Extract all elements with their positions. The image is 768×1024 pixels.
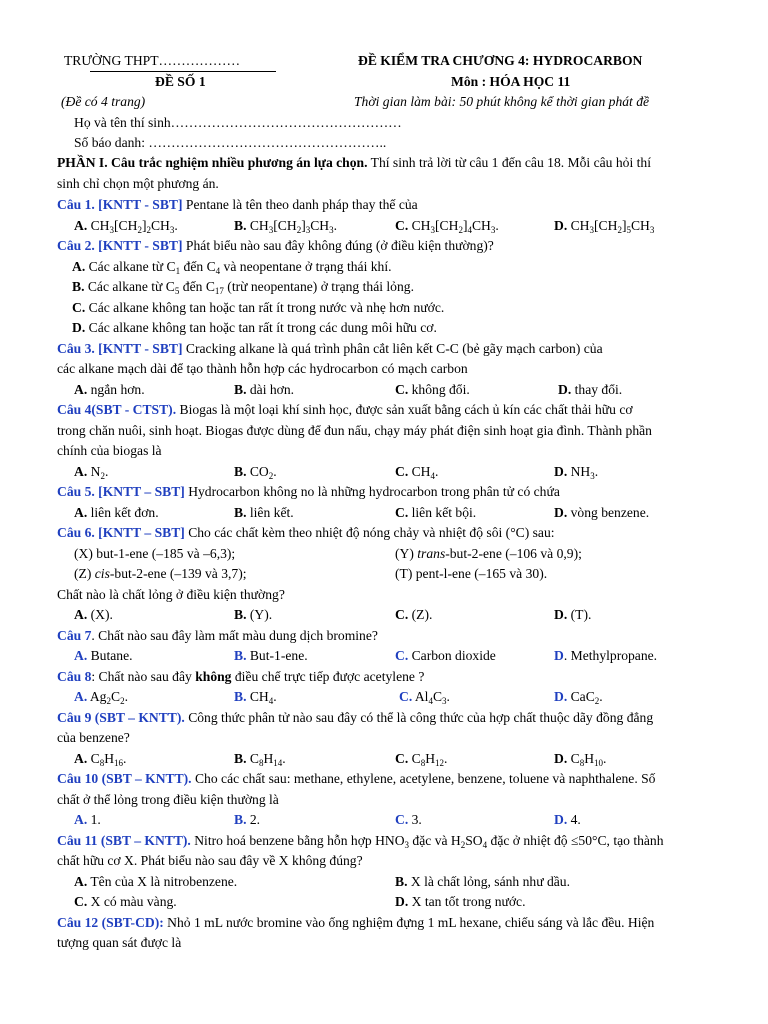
q8-option-c: C. $Al_4C_3$. bbox=[399, 689, 450, 706]
q3-option-c: C. không đổi. bbox=[395, 382, 470, 397]
question-8: Câu 8: Chất nào sau đây không điều chế trực tiếp được acetylene ? bbox=[57, 669, 425, 684]
q12-text: Nhỏ 1 mL nước bromine vào ống nghiệm đựng 1 mL hexane, chiếu sáng và lắc đều. Hiện bbox=[163, 915, 655, 930]
q1-label: Câu 1. [KNTT - SBT] bbox=[57, 197, 183, 212]
school-underline bbox=[90, 71, 276, 72]
q6-option-a: A. (X). bbox=[74, 607, 113, 622]
part1-instruction-2: sinh chỉ chọn một phương án. bbox=[57, 176, 219, 191]
q7-text: . Chất nào sau đây làm mất màu dung dịch bromine? bbox=[91, 628, 378, 643]
q2-option-c: C. Các alkane không tan hoặc tan rất ít trong nước và nhẹ hơn nước. bbox=[72, 300, 445, 315]
q1-text: Pentane là tên theo danh pháp thay thế của bbox=[182, 197, 418, 212]
q1-option-b: B. $CH_3[CH_2]_3CH_3$. bbox=[234, 218, 338, 235]
q10-text-2: chất ở thể lỏng trong điều kiện thường là bbox=[57, 792, 279, 807]
question-6 bbox=[57, 525, 555, 541]
question-4 bbox=[57, 402, 633, 418]
q5-option-a: A. liên kết đơn. bbox=[74, 505, 159, 520]
q8-option-b: B. $CH_4$. bbox=[234, 689, 277, 706]
q6-label: Câu 6. [KNTT – SBT] bbox=[57, 525, 185, 540]
q10-option-c: C. 3. bbox=[395, 812, 422, 827]
q8-option-d: D. CaC$_2$. bbox=[554, 689, 603, 706]
q4-label: Câu 4(SBT - CTST). bbox=[57, 402, 177, 417]
subject: Môn : HÓA HỌC 11 bbox=[451, 74, 571, 89]
question-12 bbox=[57, 915, 654, 931]
q9-option-c: C. $C_8H_{12}$. bbox=[395, 751, 448, 768]
q6-option-c: C. (Z). bbox=[395, 607, 433, 622]
question-5 bbox=[57, 484, 560, 500]
question-2 bbox=[57, 238, 494, 254]
q5-option-b: B. liên kết. bbox=[234, 505, 294, 520]
q7-option-c: C. Carbon dioxide bbox=[395, 648, 496, 663]
q3-option-d: D. thay đổi. bbox=[558, 382, 623, 397]
q3-label: Câu 3. [KNTT - SBT] bbox=[57, 341, 183, 356]
q4-text-2: trong chăn nuôi, sinh hoạt. Biogas được dùng để đun nấu, chạy máy phát điện sinh hoạt gia đình. Thành phần bbox=[57, 423, 652, 438]
part1-heading bbox=[57, 155, 651, 171]
q6-item-y: (Y) trans-but-2-ene (–106 và 0,9); bbox=[395, 546, 582, 561]
q9-label: Câu 9 (SBT – KNTT). bbox=[57, 710, 185, 725]
q6-text: Cho các chất kèm theo nhiệt độ nóng chảy và nhiệt độ sôi (°C) sau: bbox=[184, 525, 555, 540]
q6-item-z: (Z) cis-but-2-ene (–139 và 3,7); bbox=[74, 566, 247, 581]
q8-option-a: A. $Ag_2C_2$. bbox=[74, 689, 128, 706]
q1-option-a: A. $CH_3[CH_2]_2CH_3$. bbox=[74, 218, 178, 235]
q2-label: Câu 2. [KNTT - SBT] bbox=[57, 238, 183, 253]
q8-label: Câu 8 bbox=[57, 669, 92, 684]
q4-option-a: A. $N_2$. bbox=[74, 464, 109, 481]
candidate-name-line: Họ và tên thí sinh…………………………………………… bbox=[74, 115, 402, 130]
question-7 bbox=[57, 628, 378, 644]
question-10 bbox=[57, 771, 655, 787]
q4-option-d: D. $NH_3$. bbox=[554, 464, 599, 481]
q6-option-b: B. (Y). bbox=[234, 607, 273, 622]
part1-label: PHẦN I. Câu trắc nghiệm nhiều phương án lựa chọn. bbox=[57, 155, 368, 170]
q2-option-d: D. Các alkane không tan hoặc tan rất ít trong các dung môi hữu cơ. bbox=[72, 320, 437, 335]
q12-text-2: tượng quan sát được là bbox=[57, 935, 182, 950]
q9-text-2: của benzene? bbox=[57, 730, 130, 745]
question-1 bbox=[57, 197, 418, 213]
q2-option-a: A. Các alkane từ $C_1$ đến $C_4$ và neopentane ở trạng thái khí. bbox=[72, 259, 392, 276]
q5-text: Hydrocarbon không no là những hydrocarbon trong phân tử có chứa bbox=[184, 484, 560, 499]
q5-option-c: C. liên kết bội. bbox=[395, 505, 477, 520]
time-note: Thời gian làm bài: 50 phút không kể thời gian phát đề bbox=[354, 94, 650, 109]
q11-option-c: C. X có màu vàng. bbox=[74, 894, 177, 909]
q6-option-d: D. (T). bbox=[554, 607, 592, 622]
q1-option-d: D. $CH_3[CH_2]_5CH_3$ bbox=[554, 218, 655, 235]
q10-option-a: A. 1. bbox=[74, 812, 101, 827]
q7-option-d: D. Methylpropane. bbox=[554, 648, 658, 663]
candidate-id-line: Số báo danh: …………………………………………….. bbox=[74, 135, 387, 150]
q7-option-b: B. But-1-ene. bbox=[234, 648, 308, 663]
q2-option-b: B. Các alkane từ $C_5$ đến $C_{17}$ (trừ neopentane) ở trạng thái lỏng. bbox=[72, 279, 414, 296]
q10-option-d: D. 4. bbox=[554, 812, 581, 827]
q11-label: Câu 11 (SBT – KNTT). bbox=[57, 833, 191, 848]
q5-label: Câu 5. [KNTT – SBT] bbox=[57, 484, 185, 499]
q6-item-t: (T) pent-l-ene (–165 và 30). bbox=[395, 566, 548, 581]
q4-option-c: C. $CH_4$. bbox=[395, 464, 439, 481]
q3-option-b: B. dài hơn. bbox=[234, 382, 295, 397]
q4-option-b: B. $CO_2$. bbox=[234, 464, 277, 481]
question-3 bbox=[57, 341, 603, 357]
q1-option-c: C. $CH_3[CH_2]_4CH_3$. bbox=[395, 218, 499, 235]
q3-text: Cracking alkane là quá trình phân cắt liên kết C-C (bẻ gãy mạch carbon) của bbox=[182, 341, 603, 356]
part1-instruction: Thí sinh trả lời từ câu 1 đến câu 18. Mỗi câu hỏi thí bbox=[367, 155, 651, 170]
q3-option-a: A. ngắn hơn. bbox=[74, 382, 145, 397]
q6-question: Chất nào là chất lỏng ở điều kiện thường? bbox=[57, 587, 285, 602]
q4-text: Biogas là một loại khí sinh học, được sản xuất bằng cách ủ kín các chất thải hữu cơ bbox=[176, 402, 633, 417]
q2-text: Phát biểu nào sau đây không đúng (ở điều kiện thường)? bbox=[182, 238, 494, 253]
q10-text: Cho các chất sau: methane, ethylene, acetylene, benzene, toluene và naphthalene. Số bbox=[191, 771, 656, 786]
q10-label: Câu 10 (SBT – KNTT). bbox=[57, 771, 192, 786]
q9-text: Công thức phân tử nào sau đây có thể là công thức của hợp chất thuộc dãy đồng đẳng bbox=[184, 710, 654, 725]
q7-option-a: A. Butane. bbox=[74, 648, 133, 663]
q12-label: Câu 12 (SBT-CD): bbox=[57, 915, 164, 930]
question-9 bbox=[57, 710, 653, 726]
q4-text-3: chính của biogas là bbox=[57, 443, 162, 458]
q3-text-2: các alkane mạch dài để tạo thành hỗn hợp các hydrocarbon có mạch carbon bbox=[57, 361, 468, 376]
q5-option-d: D. vòng benzene. bbox=[554, 505, 650, 520]
q7-label: Câu 7 bbox=[57, 628, 92, 643]
question-11: Câu 11 (SBT – KNTT). Nitro hoá benzene bằng hỗn hợp $HNO_3$ đặc và $H_2SO_4$ đặc ở nhiệt độ ≤50°C, tạo thành bbox=[57, 833, 664, 850]
school-name: TRƯỜNG THPT……………… bbox=[64, 53, 241, 68]
q10-option-b: B. 2. bbox=[234, 812, 261, 827]
q9-option-b: B. $C_8H_{14}$. bbox=[234, 751, 286, 768]
exam-title: ĐỀ KIỂM TRA CHƯƠNG 4: HYDROCARBON bbox=[358, 53, 643, 68]
q11-option-d: D. X tan tốt trong nước. bbox=[395, 894, 526, 909]
q11-text-2: chất hữu cơ X. Phát biểu nào sau đây về X không đúng? bbox=[57, 853, 363, 868]
q11-option-a: A. Tên của X là nitrobenzene. bbox=[74, 874, 238, 889]
exam-number: ĐỀ SỐ 1 bbox=[155, 74, 206, 89]
q9-option-d: D. $C_8H_{10}$. bbox=[554, 751, 607, 768]
pages-note: (Đề có 4 trang) bbox=[61, 94, 146, 109]
q6-item-x: (X) but-1-ene (–185 và –6,3); bbox=[74, 546, 236, 561]
q9-option-a: A. $C_8H_{16}$. bbox=[74, 751, 127, 768]
q11-option-b: B. X là chất lỏng, sánh như dầu. bbox=[395, 874, 571, 889]
